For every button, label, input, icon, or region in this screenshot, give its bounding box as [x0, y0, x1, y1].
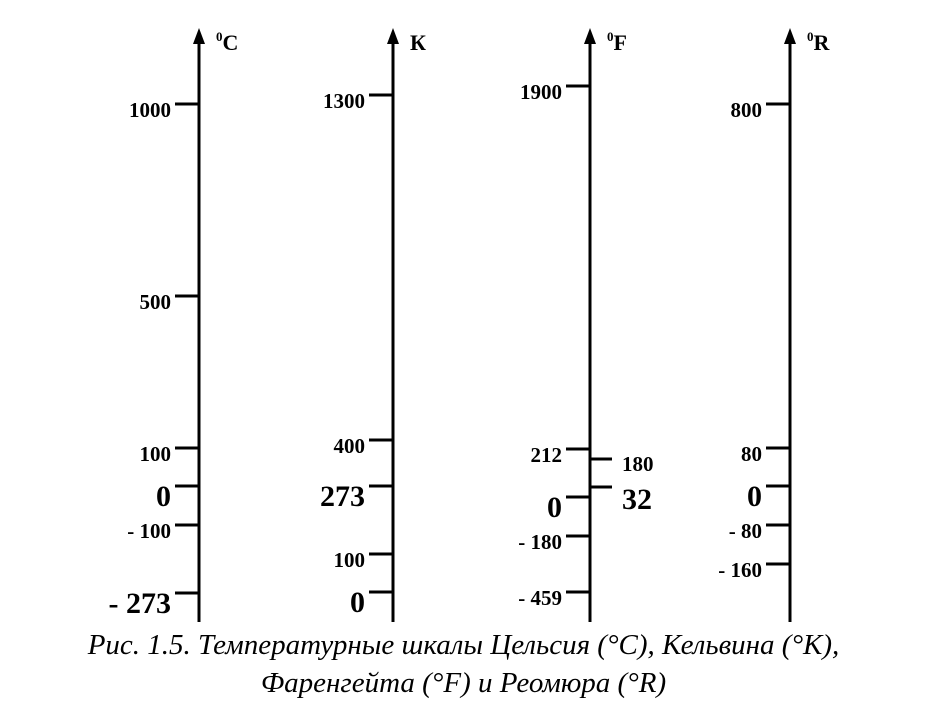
scale-f [518, 28, 653, 622]
figure-caption-line-1: Рис. 1.5. Температурные шкалы Цельсия (°C), Кельвина (°K), [87, 629, 840, 661]
tick-label: 400 [333, 434, 365, 458]
axis-arrow [784, 28, 796, 44]
scale-к [320, 28, 426, 622]
scale-c [109, 28, 239, 622]
unit-symbol: C [222, 30, 239, 55]
tick-label: 1300 [323, 89, 365, 113]
unit-label: К [410, 30, 426, 55]
tick-label: 800 [730, 98, 762, 122]
tick-label: 100 [333, 548, 365, 572]
figure-caption-line-2: Фаренгейта (°F) и Реомюра (°R) [260, 667, 667, 699]
unit-symbol: R [813, 30, 830, 55]
tick-label: 273 [320, 480, 365, 513]
right-tick-label: 180 [622, 452, 654, 476]
tick-label: - 80 [728, 519, 762, 543]
unit-degree-superscript: 0 [807, 29, 814, 44]
tick-label: 0 [547, 491, 562, 524]
tick-label: - 459 [518, 586, 562, 610]
tick-label: 1900 [520, 80, 562, 104]
tick-label: - 273 [108, 587, 171, 620]
unit-label [216, 29, 238, 55]
tick-label: 1000 [129, 98, 171, 122]
tick-label: 0 [156, 480, 171, 513]
tick-label: - 100 [127, 519, 171, 543]
tick-label: 212 [530, 443, 562, 467]
unit-degree-superscript: 0 [216, 29, 223, 44]
tick-label: 100 [139, 442, 171, 466]
tick-label: - 160 [718, 558, 762, 582]
tick-label: - 180 [518, 530, 562, 554]
tick-label: 0 [747, 480, 762, 513]
unit-symbol: F [613, 30, 627, 55]
axis-arrow [387, 28, 399, 44]
tick-label: 80 [741, 442, 762, 466]
unit-degree-superscript: 0 [607, 29, 614, 44]
right-tick-label: 32 [622, 483, 652, 516]
scale-r [718, 28, 830, 622]
unit-label [807, 29, 831, 55]
tick-label: 0 [350, 586, 365, 619]
axis-arrow [193, 28, 205, 44]
axis-arrow [584, 28, 596, 44]
tick-label: 500 [139, 290, 171, 314]
unit-label [607, 29, 627, 55]
